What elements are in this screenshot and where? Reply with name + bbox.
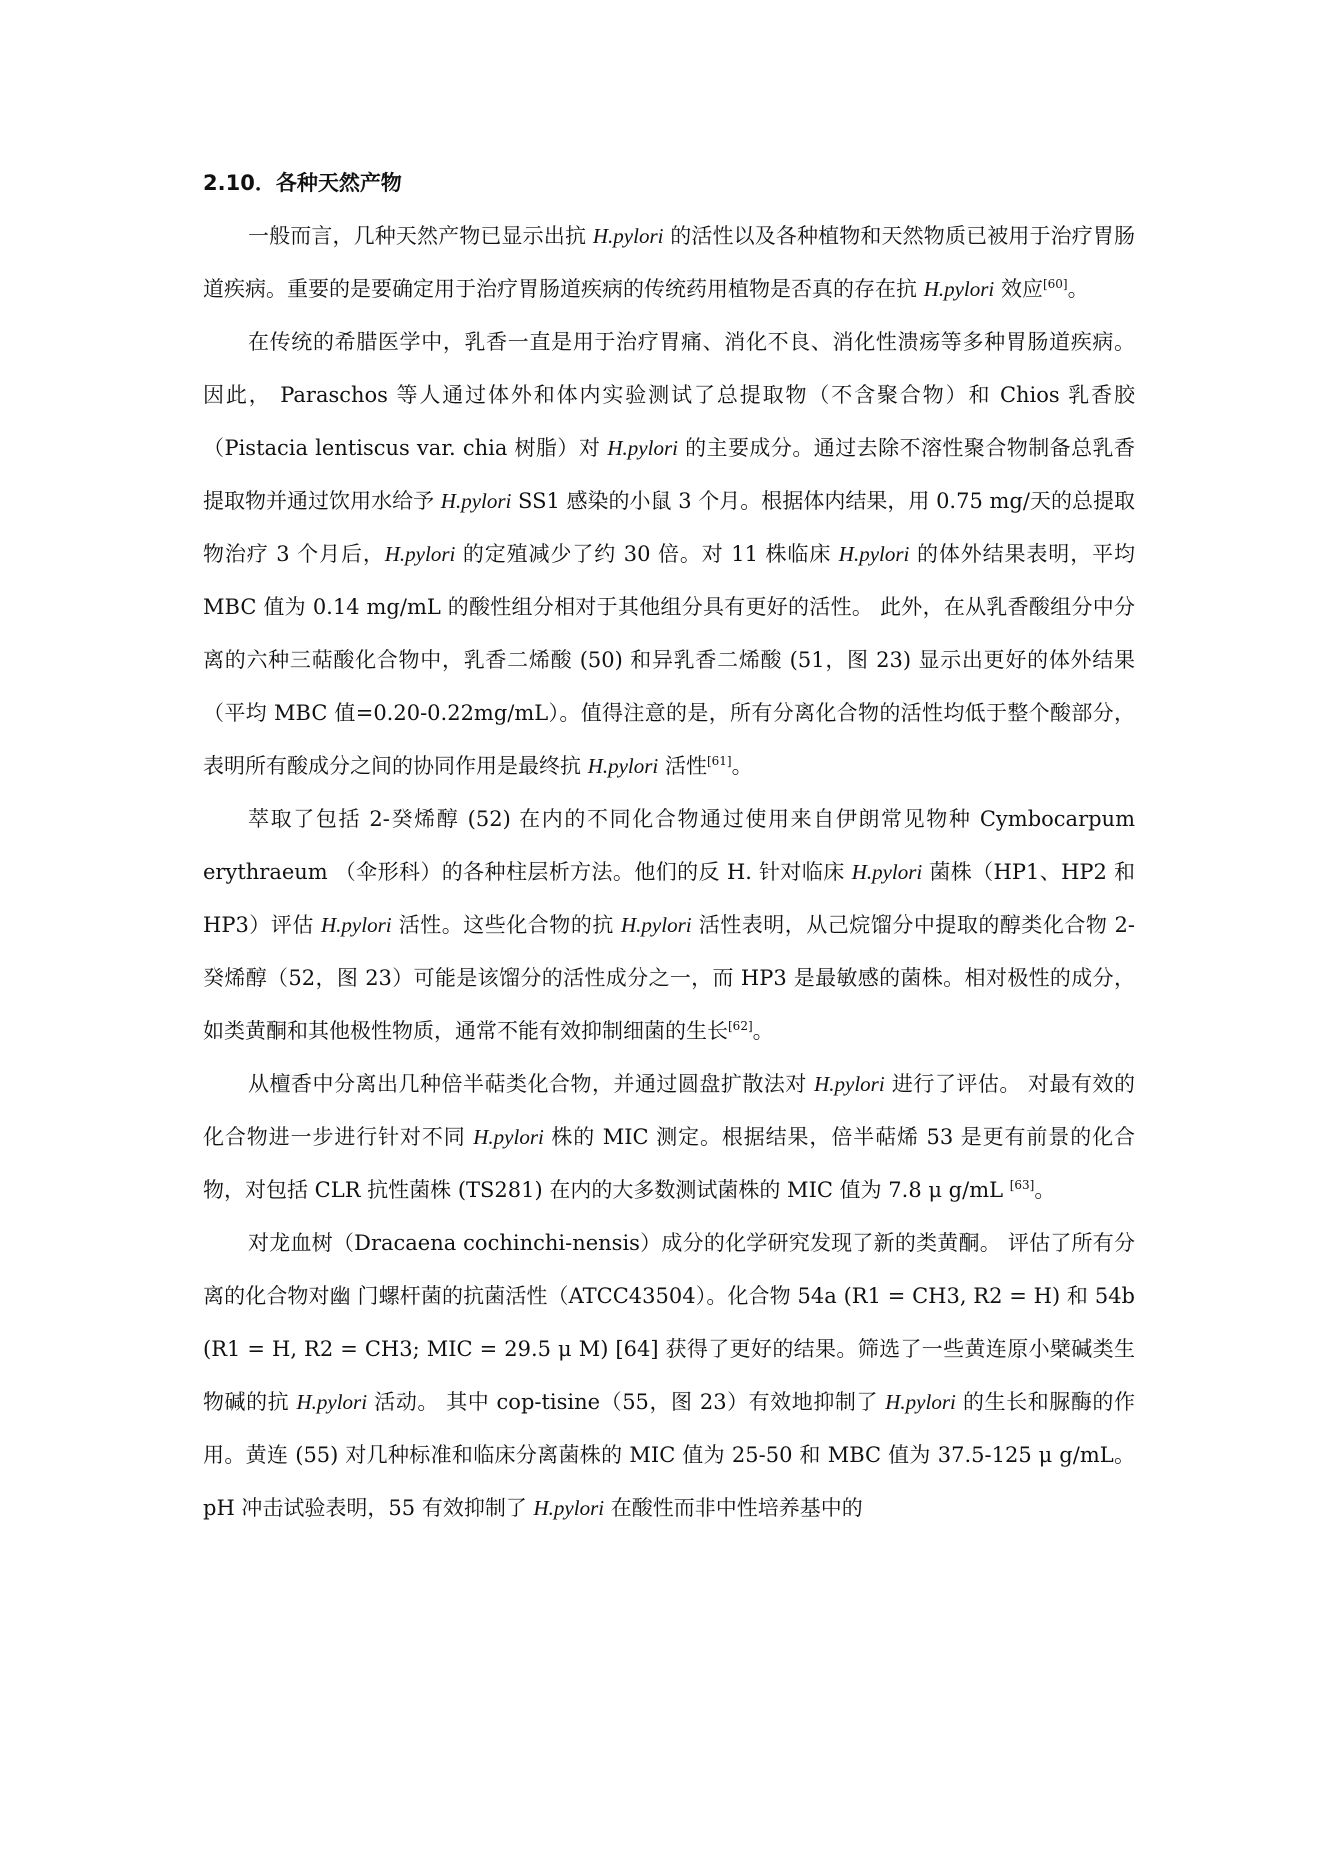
paragraph-5	[203, 1217, 1135, 1535]
text-segment: 在酸性而非中性培养基中的	[604, 1496, 863, 1520]
section-heading: 2.10．各种天然产物	[203, 171, 402, 195]
text-segment: 。	[1067, 277, 1089, 301]
species-name: H.pylori	[885, 1390, 956, 1414]
species-name: H.pylori	[296, 1390, 368, 1414]
species-name: H.pylori	[440, 489, 512, 513]
text-segment: 的定殖减少了约 30 倍。对 11 株临床	[455, 542, 839, 566]
text-segment: 。	[752, 1019, 774, 1043]
text-segment: 。	[1034, 1178, 1056, 1202]
paragraph-1	[203, 210, 1135, 316]
species-name: H.pylori	[923, 277, 995, 301]
text-segment: 活性。这些化合物的抗	[391, 913, 622, 937]
citation-ref: [60]	[1042, 277, 1068, 291]
species-name: H.pylori	[384, 542, 456, 566]
species-name: H.pylori	[321, 913, 392, 937]
text-segment: 活性	[658, 754, 707, 778]
paragraph-3	[203, 793, 1135, 1058]
species-name: H.pylori	[473, 1125, 544, 1149]
text-segment: 的体外结果表明，平均 MBC 值为 0.14 mg/mL 的酸性组分相对于其他组分具有更好的活性。 此外，在从乳香酸组分中分离的六种三萜酸化合物中，乳香二烯酸 (50) 和异乳香二烯酸 (51，图 23) 显示出更好的体外结果（平均 MBC 值=0.20-0.22mg/mL）。值得注意的是，所有分离化合物的活性均低于整个酸部分，表明所有酸成分之间的协同作用是最终抗	[203, 542, 1135, 778]
text-segment: 菌株（HP1、HP2 和 HP3）评估	[203, 860, 1135, 937]
text-segment: 活性表明，从己烷馏分中提取的醇类化合物 2-癸烯醇（52，图 23）可能是该馏分的活性成分之一，而 HP3 是最敏感的菌株。相对极性的成分，如类黄酮和其他极性物质，通常不能有效抑制细菌的生长	[203, 913, 1136, 1043]
text-segment: 萃取了包括 2-癸烯醇 (52) 在内的不同化合物通过使用来自伊朗常见物种 Cymbocarpum erythraeum （伞形科）的各种柱层析方法。他们的反 H. 针对临床	[203, 807, 1135, 884]
text-segment: 进行了评估。 对最有效的化合物进一步进行针对不同	[203, 1072, 1135, 1149]
text-segment: 效应	[994, 277, 1043, 301]
text-segment: 从檀香中分离出几种倍半萜类化合物，并通过圆盘扩散法对	[248, 1072, 815, 1096]
citation-ref: [62]	[728, 1019, 753, 1033]
text-segment: 对龙血树（Dracaena cochinchi-nensis）成分的化学研究发现了新的类黄酮。 评估了所有分离的化合物对幽 门螺杆菌的抗菌活性（ATCC43504）。化合物 54a (R1 = CH3, R2 = H) 和 54b (R1 = H, R2 = CH3; MIC = 29.5 μ M) [64] 获得了更好的结果。筛选了一些黄连原小檗碱类生物碱的抗	[203, 1231, 1135, 1414]
citation-ref: [63]	[1009, 1178, 1035, 1192]
species-name: H.pylori	[838, 542, 910, 566]
text-segment: 活动。 其中 cop-tisine（55，图 23）有效地抑制了	[367, 1390, 886, 1414]
text-segment: 的生长和脲酶的作用。黄连 (55) 对几种标准和临床分离菌株的 MIC 值为 25-50 和 MBC 值为 37.5-125 μ g/mL。pH 冲击试验表明，55 有效抑制了	[203, 1390, 1135, 1520]
species-name: H.pylori	[621, 913, 692, 937]
text-segment: 在传统的希腊医学中，乳香一直是用于治疗胃痛、消化不良、消化性溃疡等多种胃肠道疾病。 因此， Paraschos 等人通过体外和体内实验测试了总提取物（不含聚合物）和 Chios 乳香胶（Pistacia lentiscus var. chia 树脂）对	[203, 330, 1135, 460]
species-name: H.pylori	[587, 754, 659, 778]
text-segment: SS1 感染的小鼠 3 个月。根据体内结果，用 0.75 mg/天的总提取物治疗 3 个月后，	[203, 489, 1135, 566]
text-segment: 的主要成分。通过去除不溶性聚合物制备总乳香提取物并通过饮用水给予	[203, 436, 1135, 513]
paragraph-4	[203, 1058, 1135, 1217]
text-segment: 。	[731, 754, 753, 778]
document-page	[203, 168, 1135, 1535]
species-name: H.pylori	[592, 224, 664, 248]
text-segment: 一般而言，几种天然产物已显示出抗	[248, 224, 593, 248]
species-name: H.pylori	[607, 436, 678, 460]
species-name: H.pylori	[533, 1496, 605, 1520]
species-name: H.pylori	[814, 1072, 885, 1096]
text-segment: 株的 MIC 测定。根据结果，倍半萜烯 53 是更有前景的化合物，对包括 CLR 抗性菌株 (TS281) 在内的大多数测试菌株的 MIC 值为 7.8 μ g/mL	[203, 1125, 1135, 1202]
text-segment: 的活性以及各种植物和天然物质已被用于治疗胃肠道疾病。重要的是要确定用于治疗胃肠道疾病的传统药用植物是否真的存在抗	[203, 224, 1135, 301]
paragraph-2	[203, 316, 1135, 793]
citation-ref: [61]	[706, 754, 732, 768]
species-name: H.pylori	[851, 860, 923, 884]
